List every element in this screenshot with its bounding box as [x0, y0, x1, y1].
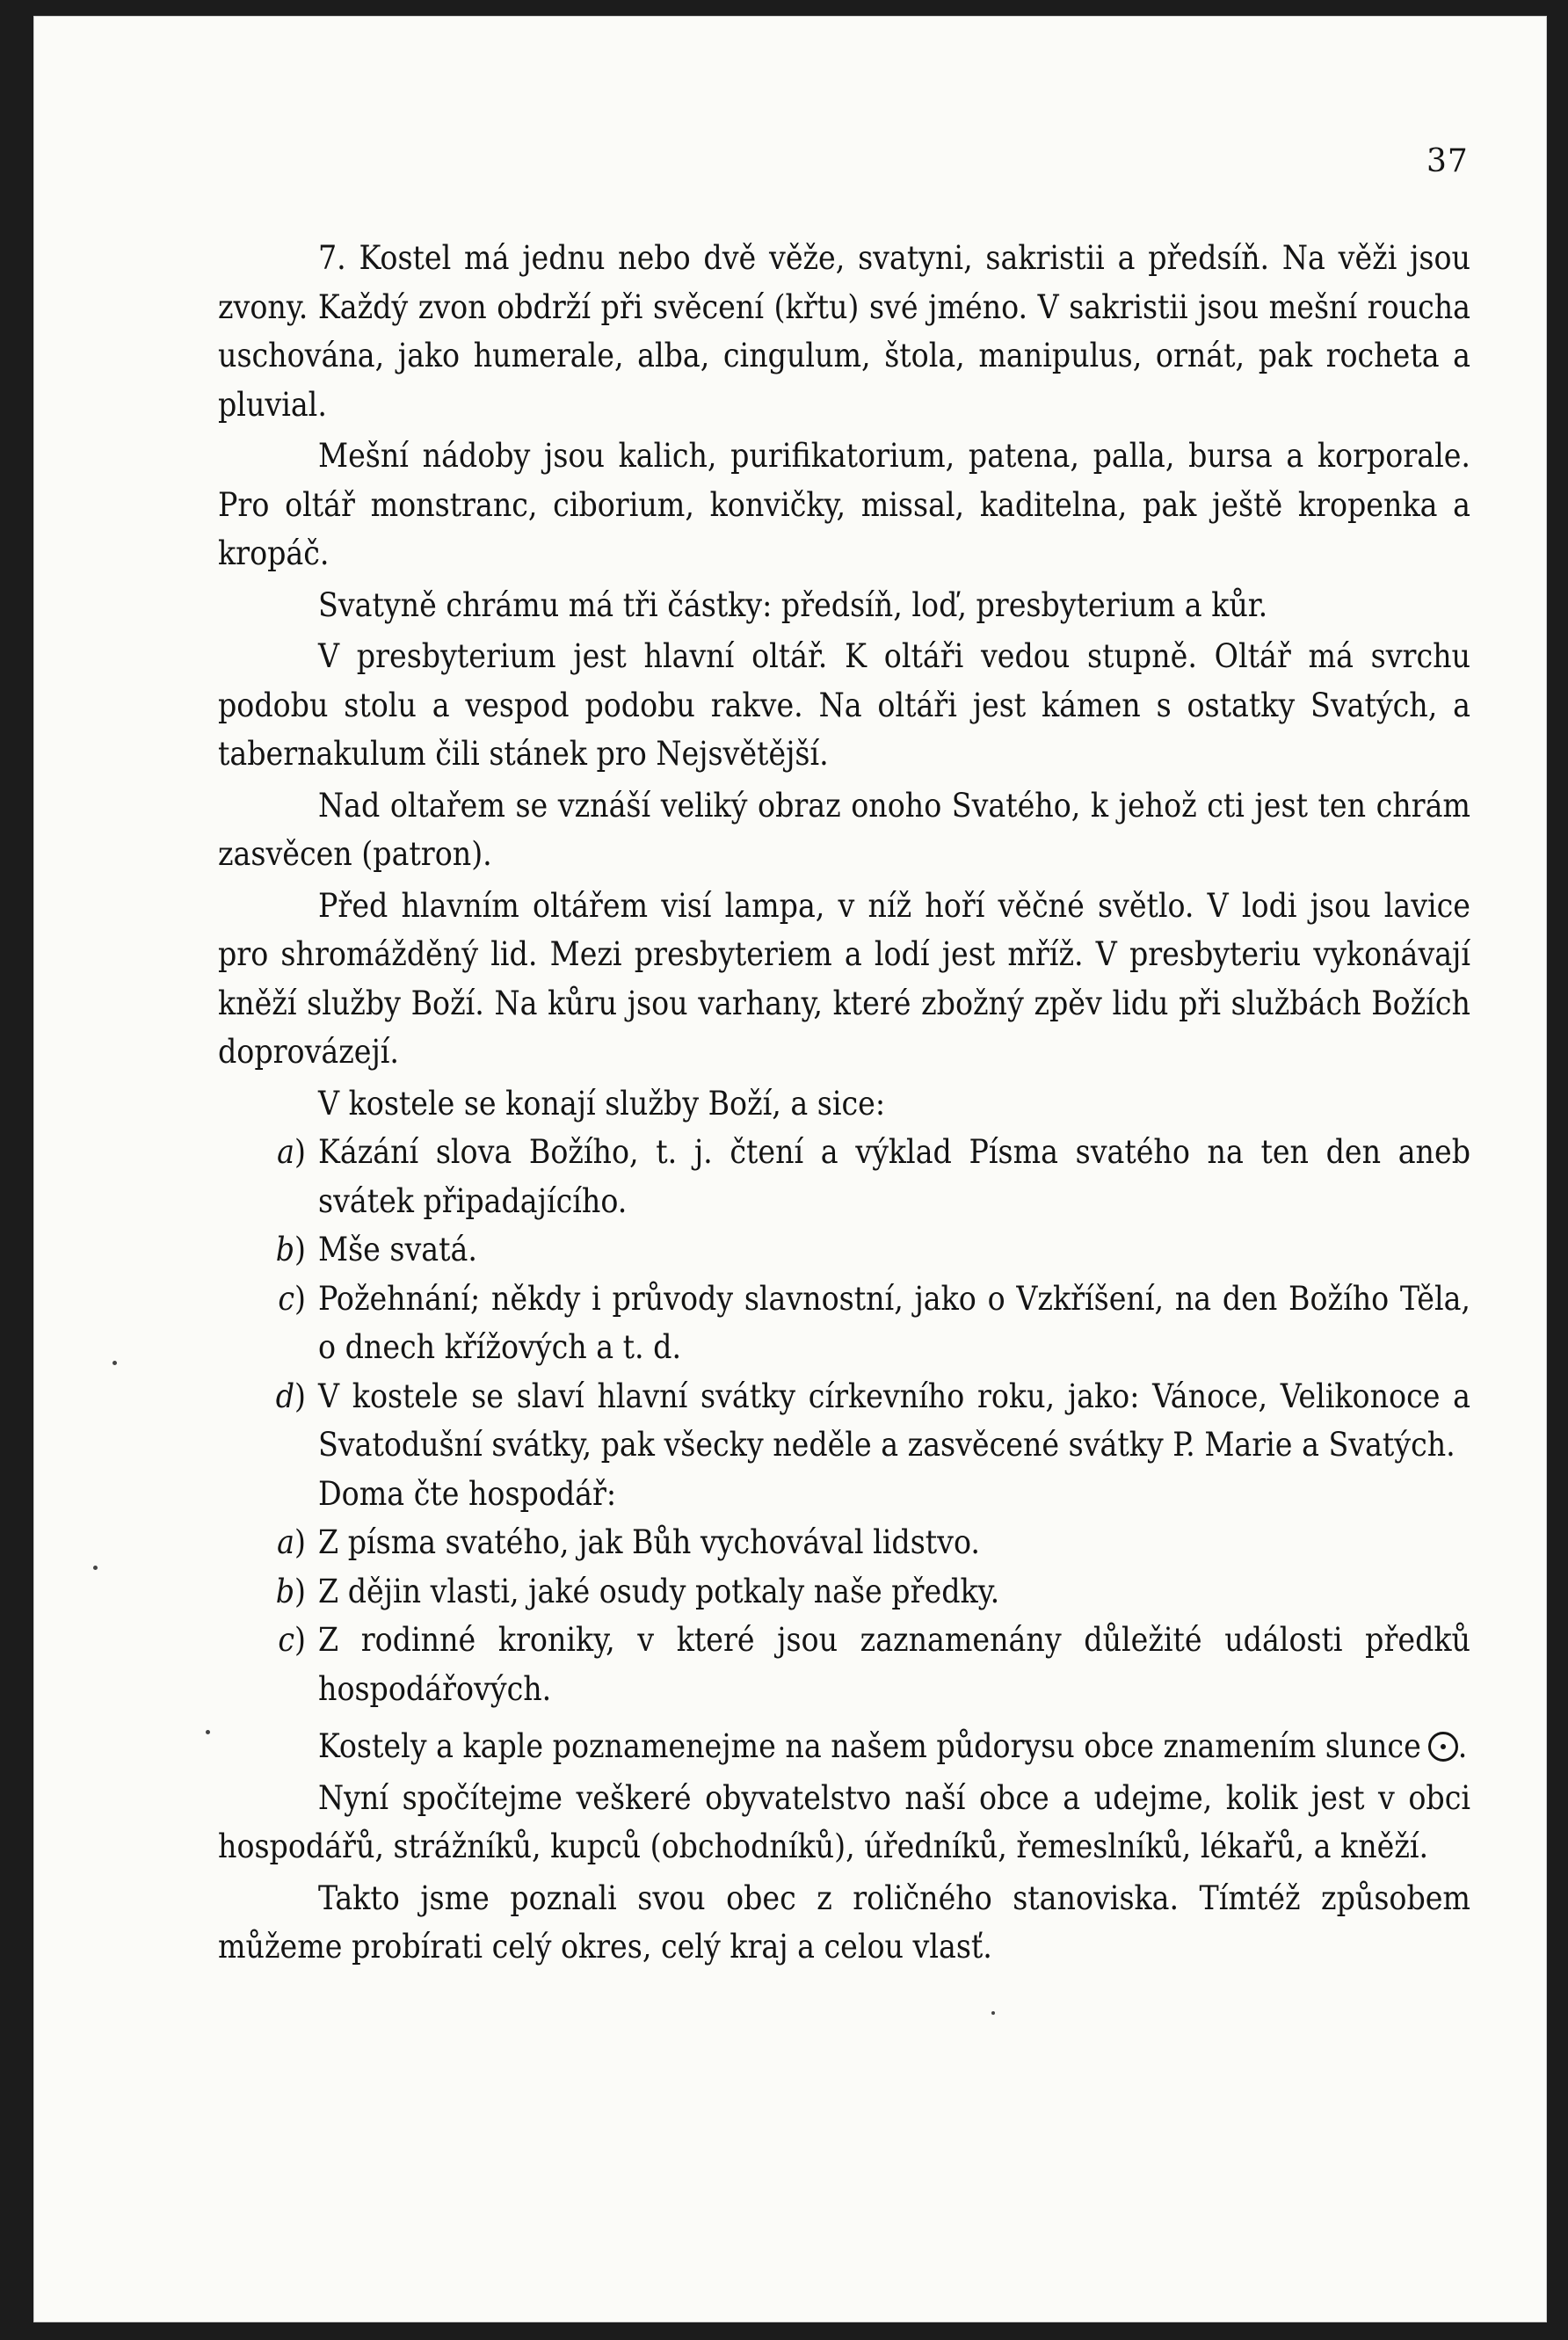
list-item — [218, 1372, 1470, 1470]
list-item-text: Z dějin vlasti, jaké osudy potkaly naše předky. — [318, 1572, 1000, 1610]
list-item-text: Z písma svatého, jak Bůh vychovával lidstvo. — [318, 1523, 980, 1561]
list-marker: a) — [277, 1523, 306, 1561]
paragraph-vessels: Mešní nádoby jsou kalich, purifikatorium, patena, palla, bursa a korporale. Pro oltář monstranc, ciborium, konvičky, missal, kaditelna, pak ještě kropenka a kropáč. — [218, 437, 1470, 572]
paragraph-lamp: Před hlavním oltářem visí lampa, v níž hoří věčné světlo. V lodi jsou lavice pro shromážděný lid. Mezi presbyteriem a lodí jest mříž. V presbyteriu vykonávají kněží služby Boží. Na kůru jsou varhany, které zbožný zpěv lidu při službách Božích doprovázejí. — [218, 886, 1470, 1071]
services-lead: V kostele se konají služby Boží, a sice: — [318, 1084, 886, 1123]
page-number: 37 — [1426, 143, 1469, 179]
list-marker: c) — [278, 1279, 306, 1318]
paragraph-sanctuary-parts: Svatyně chrámu má tři částky: předsíň, loď, presbyterium a kůr. — [318, 585, 1268, 624]
list-marker: a) — [277, 1133, 306, 1171]
list-item — [218, 1518, 1470, 1567]
paragraph-altar-image: Nad oltařem se vznáší veliký obraz onoho Svatého, k jehož cti jest ten chrám zasvěcen (patron). — [218, 786, 1470, 873]
list-item — [218, 1567, 1470, 1617]
list-item — [218, 1616, 1470, 1713]
list-item — [218, 1275, 1470, 1372]
paragraph-closing: Takto jsme poznali svou obec z roličného stanoviska. Tímtéž způsobem můžeme probírati celý okres, celý kraj a celou vlasť. — [218, 1879, 1470, 1966]
sun-symbol-icon — [1428, 1732, 1458, 1762]
reading-lead: Doma čte hospodář: — [318, 1474, 617, 1513]
paragraph-sun-symbol: Kostely a kaple poznamenejme na našem půdorysu obce znamením slunce . — [318, 1727, 1468, 1765]
scan-speck — [206, 1730, 210, 1734]
book-page — [33, 16, 1547, 2322]
paragraph-church-parts: 7. Kostel má jednu nebo dvě věže, svatyni, sakristii a předsíň. Na věži jsou zvony. Každý zvon obdrží při svěcení (křtu) své jméno. V sakristii jsou mešní roucha uschována, jako humerale, alba, cingulum, štola, manipulus, ornát, pak rocheta a pluvial. — [218, 239, 1470, 424]
list-marker: b) — [275, 1231, 306, 1268]
page-body — [218, 234, 1470, 1972]
scan-speck — [93, 1566, 98, 1570]
list-item-text: V kostele se slaví hlavní svátky církevního roku, jako: Vánoce, Velikonoce a Svatodušní svátky, pak všecky neděle a zasvěcené svátky P. Marie a Svatých. — [318, 1377, 1470, 1464]
list-marker: d) — [275, 1377, 306, 1415]
list-item — [218, 1225, 1470, 1275]
list-item-text: Z rodinné kroniky, v které jsou zaznamenány důležité události předků hospodářových. — [318, 1621, 1470, 1708]
scan-speck — [991, 2011, 995, 2015]
list-item-text: Požehnání; někdy i průvody slavnostní, jako o Vzkříšení, na den Božího Těla, o dnech křížových a t. d. — [318, 1279, 1470, 1366]
list-item-text: Kázání slova Božího, t. j. čtení a výklad Písma svatého na ten den aneb svátek připadajícího. — [318, 1133, 1470, 1220]
list-item-text: Mše svatá. — [318, 1231, 477, 1268]
paragraph-population: Nyní spočítejme veškeré obyvatelstvo naší obce a udejme, kolik jest v obci hospodářů, strážníků, kupců (obchodníků), úředníků, řemeslníků, lékařů, a kněží. — [218, 1778, 1470, 1865]
paragraph-presbytery: V presbyterium jest hlavní oltář. K oltáři vedou stupně. Oltář má svrchu podobu stolu a vespod podobu rakve. Na oltáři jest kámen s ostatky Svatých, a tabernakulum čili stánek pro Nejsvětější. — [218, 637, 1470, 773]
list-item — [218, 1128, 1470, 1225]
scan-speck — [113, 1361, 117, 1365]
list-marker: b) — [275, 1572, 306, 1610]
list-marker: c) — [278, 1621, 306, 1659]
